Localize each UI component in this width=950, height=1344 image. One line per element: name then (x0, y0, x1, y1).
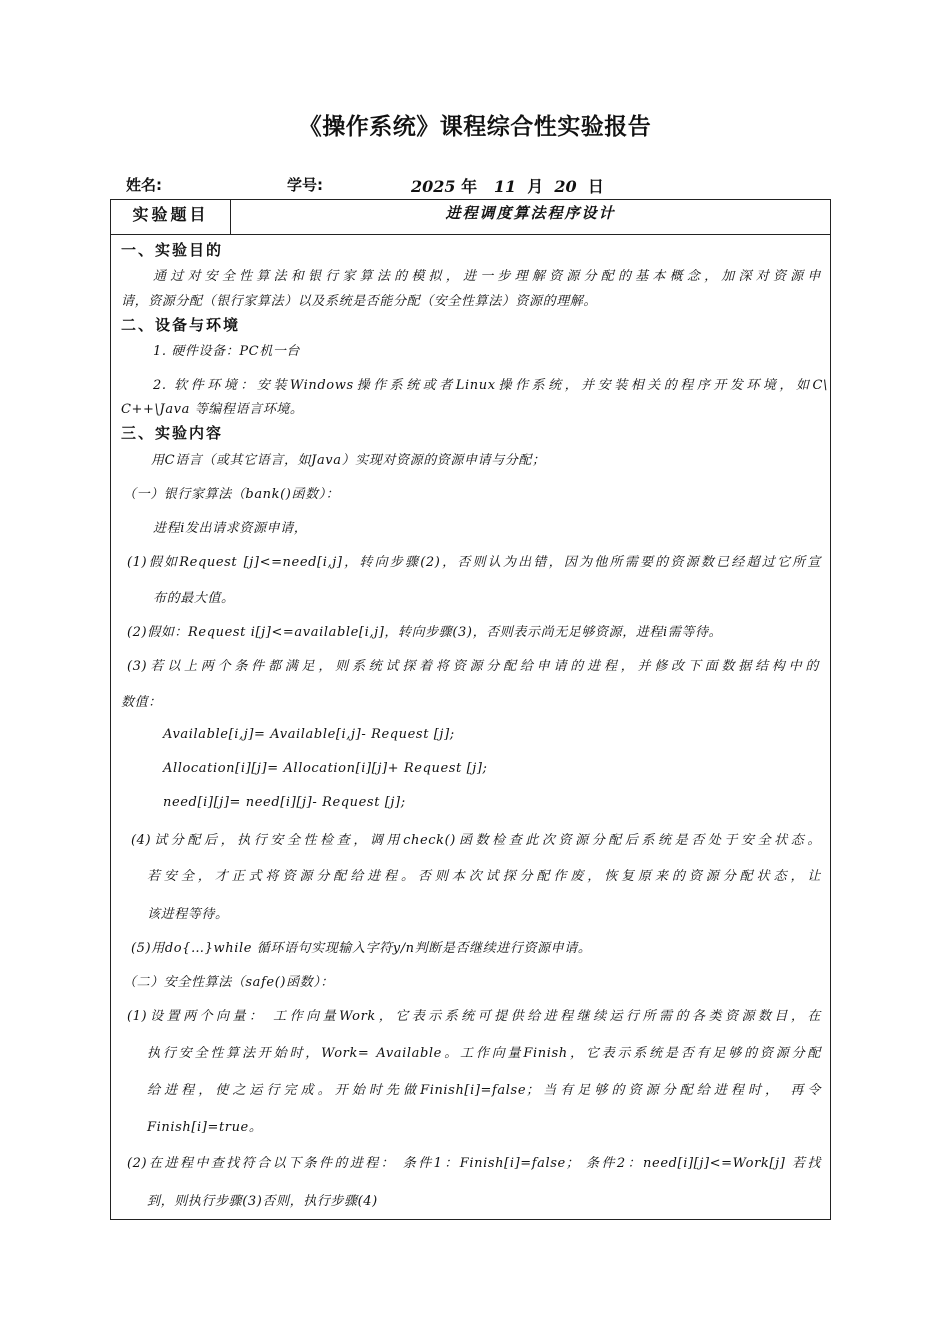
topic-label: 实验题目 (111, 200, 231, 234)
date-year: 2025 (411, 177, 456, 196)
banker-step-5: (5)用do{…}while 循环语句实现输入字符y/n判断是否继续进行资源申请。 (131, 941, 592, 956)
report-table (110, 199, 831, 1220)
equipment-software-line-2: C++\Java 等编程语言环境。 (121, 402, 304, 417)
safety-step-1-line-1: (1)设置两个向量： 工作向量Work，它表示系统可提供给进程继续运行所需的各类资源数目，在 (127, 1009, 821, 1024)
section-purpose-heading: 一、实验目的 (121, 241, 224, 259)
student-id-label: 学号: (287, 176, 323, 194)
report-meta (0, 174, 950, 198)
banker-step-3-line-2: 数值： (121, 695, 162, 710)
safety-step-2-line-1: (2)在进程中查找符合以下条件的进程： 条件1：Finish[i]=false； 条件2：need[i][j]<=Work[j] 若找 (127, 1156, 821, 1171)
name-label: 姓名: (126, 176, 162, 194)
purpose-text-line-2: 请，资源分配（银行家算法）以及系统是否能分配（安全性算法）资源的理解。 (121, 294, 598, 309)
banker-step-3-line-1: (3)若以上两个条件都满足，则系统试探着将资源分配给申请的进程，并修改下面数据结构中的 (127, 659, 819, 674)
date-day-unit: 日 (587, 177, 604, 196)
purpose-text-line-1: 通过对安全性算法和银行家算法的模拟，进一步理解资源分配的基本概念，加深对资源申 (153, 269, 821, 284)
safety-step-1-line-3: 给进程，使之运行完成。开始时先做Finish[i]=false；当有足够的资源分配给进程时， 再令 (147, 1083, 821, 1098)
topic-value: 进程调度算法程序设计 (445, 204, 616, 222)
safety-step-2-line-2: 到，则执行步骤(3)否则，执行步骤(4) (147, 1194, 378, 1209)
equipment-hardware: 1. 硬件设备：PC机一台 (153, 344, 301, 359)
formula-allocation: Allocation[i][j]= Allocation[i][j]+ Request [j]; (163, 761, 488, 776)
date-month-unit: 月 (527, 177, 544, 196)
section-equipment-heading: 二、设备与环境 (121, 316, 241, 334)
report-date (411, 174, 604, 197)
date-day: 20 (554, 177, 577, 196)
formula-need: need[i][j]= need[i][j]- Request [j]; (163, 795, 406, 810)
safety-step-1-line-2: 执行安全性算法开始时，Work= Available。工作向量Finish，它表示系统是否有足够的资源分配 (147, 1046, 821, 1061)
formula-available: Available[i,j]= Available[i,j]- Request [j]; (163, 727, 455, 742)
banker-step-1-line-1: (1)假如Request [j]<=need[i,j]，转向步骤(2)，否则认为出错，因为他所需要的资源数已经超过它所宣 (127, 555, 821, 570)
content-intro: 用C语言（或其它语言，如Java）实现对资源的资源申请与分配； (151, 453, 546, 468)
date-month: 11 (493, 177, 517, 196)
banker-step-2: (2)假如：Request i[j]<=available[i,j]，转向步骤(3)，否则表示尚无足够资源，进程i需等待。 (127, 625, 723, 640)
banker-step-1-line-2: 布的最大值。 (153, 591, 235, 606)
banker-step-4-line-2: 若安全，才正式将资源分配给进程。否则本次试探分配作废，恢复原来的资源分配状态，让 (147, 869, 821, 884)
banker-intro: 进程i发出请求资源申请， (153, 521, 308, 536)
banker-step-4-line-1: (4)试分配后，执行安全性检查，调用check()函数检查此次资源分配后系统是否处于安全状态。 (131, 833, 821, 848)
topic-row (111, 200, 830, 235)
date-year-unit: 年 (461, 177, 478, 196)
banker-algorithm-heading: （一）银行家算法（bank()函数）： (123, 487, 340, 502)
equipment-software-line-1: 2. 软件环境：安装Windows操作系统或者Linux操作系统，并安装相关的程序开发环境，如C\ (153, 378, 828, 393)
section-content-heading: 三、实验内容 (121, 424, 224, 442)
safety-algorithm-heading: （二）安全性算法（safe()函数）： (123, 975, 334, 990)
banker-step-4-line-3: 该进程等待。 (147, 907, 229, 922)
safety-step-1-line-4: Finish[i]=true。 (147, 1120, 263, 1135)
report-title: 《操作系统》课程综合性实验报告 (298, 114, 652, 140)
